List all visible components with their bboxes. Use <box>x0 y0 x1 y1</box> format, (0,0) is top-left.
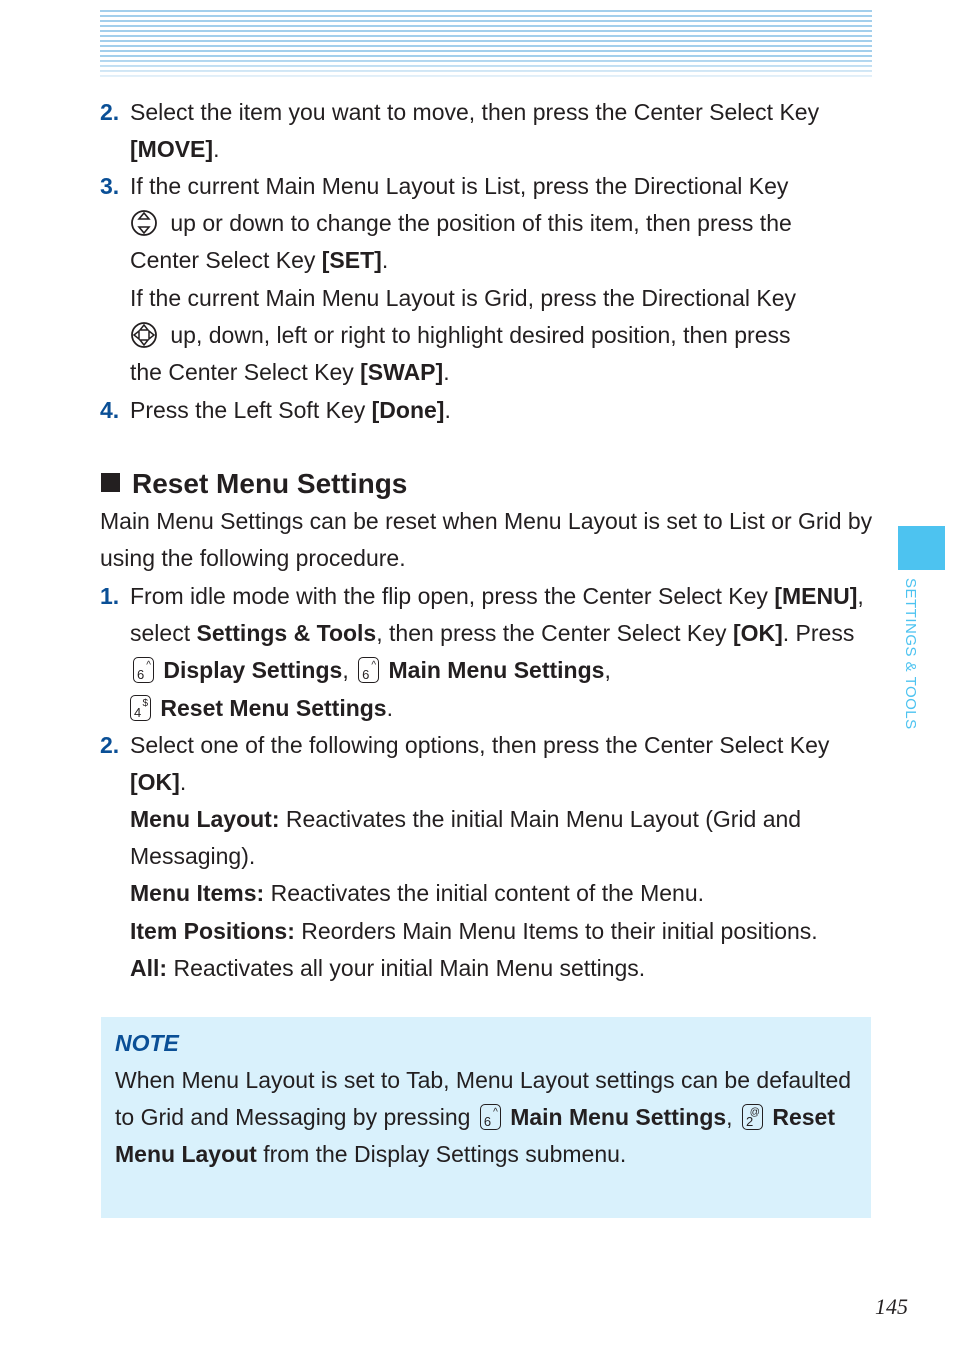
option-all <box>130 950 875 987</box>
option-desc: Reorders Main Menu Items to their initial positions. <box>294 918 818 944</box>
key-label: [MENU] <box>774 583 858 609</box>
step-text: Press the Left Soft Key <box>130 397 372 423</box>
step-line: Center Select Key <box>130 247 322 274</box>
step-line: up or down to change the position of this item, then press the <box>164 210 792 237</box>
punct: , <box>342 657 356 684</box>
option-item-positions <box>130 913 890 950</box>
step-line: up, down, left or right to highlight desired position, then press <box>164 321 791 348</box>
key-label: [MOVE] <box>130 136 214 163</box>
step-line: the Center Select Key <box>130 359 361 386</box>
key-6-icon <box>480 1104 501 1130</box>
menu-label: Main Menu Settings <box>510 1104 727 1131</box>
section-title <box>101 464 407 504</box>
key-symbol: ^ <box>371 660 377 672</box>
key-symbol: ^ <box>493 1107 498 1119</box>
square-bullet-icon <box>101 473 120 492</box>
step-4-done <box>100 392 875 429</box>
key-symbol: ^ <box>146 660 151 672</box>
key-4-icon <box>130 695 151 721</box>
punct: . <box>179 769 187 796</box>
option-label: All: <box>130 955 168 981</box>
menu-label: Reset Menu Layout <box>115 1104 835 1168</box>
key-6-icon <box>358 657 379 683</box>
directional-4way-icon <box>130 321 158 349</box>
menu-label: Reset Menu Settings <box>160 694 387 721</box>
step-line: If the current Main Menu Layout is Grid, press the Directional Key <box>130 284 797 311</box>
step-text: Select the item you want to move, then press the Center Select Key <box>130 99 820 125</box>
step-number: 2. <box>100 732 120 758</box>
punct: . <box>443 359 450 386</box>
intro-paragraph: Main Menu Settings can be reset when Menu Layout is set to List or Grid by using the following procedure. <box>100 508 873 572</box>
step-text: Select one of the following options, then press the Center Select Key <box>130 732 830 758</box>
reset-step-2 <box>100 727 875 801</box>
reset-step-1 <box>100 578 875 727</box>
punct: . <box>386 694 393 721</box>
step-number: 1. <box>100 583 120 609</box>
step-3-position <box>100 168 875 391</box>
key-digit: 4 <box>134 704 142 720</box>
section-title-text: Reset Menu Settings <box>132 468 408 499</box>
menu-label: Settings & Tools <box>196 620 377 647</box>
key-symbol: @ <box>749 1107 760 1119</box>
option-label: Item Positions: <box>130 918 295 944</box>
key-label: [OK] <box>732 620 783 647</box>
step-2-move <box>100 94 875 168</box>
key-6-icon <box>133 657 154 683</box>
page-number: 145 <box>875 1294 908 1319</box>
punct: , <box>726 1104 739 1131</box>
key-digit: 6 <box>483 1114 492 1130</box>
step-number: 2. <box>100 99 120 125</box>
punct: . <box>213 136 220 163</box>
option-desc: Reactivates the initial content of the Menu. <box>264 880 704 906</box>
note-text: from the Display Settings submenu. <box>256 1141 627 1168</box>
key-digit: 6 <box>137 667 145 683</box>
key-label: [Done] <box>371 397 445 423</box>
menu-label: Display Settings <box>163 657 343 684</box>
note-title: NOTE <box>115 1030 179 1056</box>
option-desc: Reactivates all your initial Main Menu settings. <box>167 955 646 981</box>
step-number: 4. <box>100 397 120 423</box>
chapter-label: SETTINGS & TOOLS <box>902 578 919 730</box>
step-number: 3. <box>100 173 120 199</box>
note-text: When Menu Layout is set to Tab, Menu Layout settings can be defaulted to Grid and Messaging by pressing <box>115 1067 852 1131</box>
step-line: If the current Main Menu Layout is List, press the Directional Key <box>130 173 789 199</box>
step-text: , select <box>130 583 864 647</box>
option-menu-items <box>130 875 875 912</box>
key-label: [SWAP] <box>360 359 444 386</box>
punct: . <box>381 247 389 274</box>
option-label: Menu Layout: <box>130 806 280 832</box>
option-label: Menu Items: <box>130 880 265 906</box>
step-text: , then press the Center Select Key <box>376 620 733 647</box>
key-symbol: $ <box>142 697 148 709</box>
option-menu-layout <box>130 801 875 875</box>
key-label: [SET] <box>321 247 382 274</box>
step-text: From idle mode with the flip open, press the Center Select Key <box>130 583 775 609</box>
chapter-tab <box>898 526 945 570</box>
punct: . <box>444 397 451 423</box>
punct: , <box>604 657 611 684</box>
menu-label: Main Menu Settings <box>388 657 605 684</box>
key-digit: 6 <box>362 667 370 683</box>
header-band <box>100 10 872 78</box>
option-desc: Reactivates the initial Main Menu Layout (Grid and Messaging). <box>130 806 802 870</box>
note-body <box>115 1062 855 1174</box>
directional-updown-icon <box>130 209 158 237</box>
key-label: [OK] <box>130 769 180 796</box>
key-digit: 2 <box>745 1114 754 1130</box>
key-2-icon <box>742 1104 763 1130</box>
step-text: . Press <box>782 620 855 647</box>
